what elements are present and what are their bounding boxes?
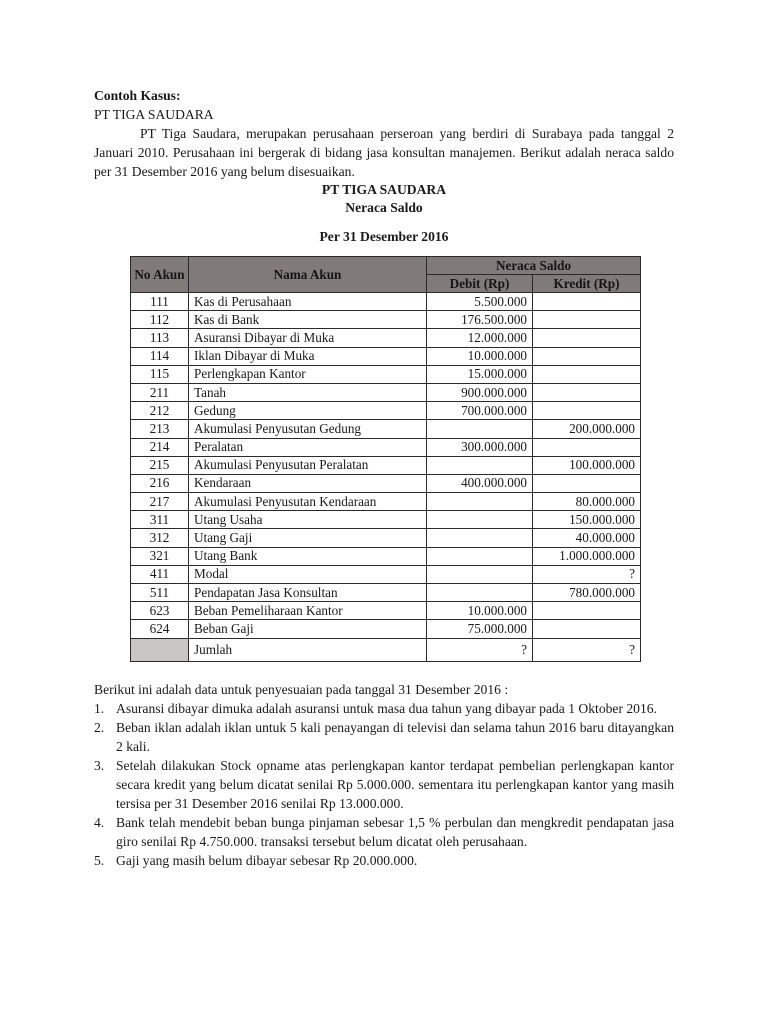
account-name: Akumulasi Penyusutan Kendaraan (189, 493, 427, 511)
account-number: 212 (131, 402, 189, 420)
credit-cell: 100.000.000 (533, 456, 641, 474)
credit-cell: 1.000.000.000 (533, 547, 641, 565)
account-name: Akumulasi Penyusutan Gedung (189, 420, 427, 438)
header-nama-akun: Nama Akun (189, 257, 427, 293)
account-number: 215 (131, 456, 189, 474)
debit-cell: 10.000.000 (427, 347, 533, 365)
table-row (131, 584, 641, 602)
credit-cell: 80.000.000 (533, 493, 641, 511)
adjustment-item (94, 851, 674, 870)
account-number: 111 (131, 293, 189, 311)
table-row (131, 547, 641, 565)
account-name: Beban Gaji (189, 620, 427, 638)
report-title: Neraca Saldo (345, 200, 423, 215)
adjustment-item (94, 813, 674, 851)
account-name: Utang Bank (189, 547, 427, 565)
adjustment-number: 1. (94, 701, 105, 716)
account-number: 311 (131, 511, 189, 529)
adjustment-text: Asuransi dibayar dimuka adalah asuransi untuk masa dua tahun yang dibayar pada 1 Oktober 2016. (116, 701, 657, 716)
debit-cell (427, 511, 533, 529)
account-number: 214 (131, 438, 189, 456)
table-row (131, 311, 641, 329)
company-line: PT TIGA SAUDARA (94, 107, 214, 122)
table-row (131, 402, 641, 420)
credit-cell: 150.000.000 (533, 511, 641, 529)
account-number: 114 (131, 347, 189, 365)
account-name: Kas di Perusahaan (189, 293, 427, 311)
header-kredit: Kredit (Rp) (533, 275, 641, 293)
total-blank-cell (131, 638, 189, 661)
credit-cell: ? (533, 565, 641, 583)
debit-cell: 15.000.000 (427, 365, 533, 383)
adjustment-text: Setelah dilakukan Stock opname atas perlengkapan kantor terdapat pembelian perlengkapan kantor secara kredit yang belum dicatat senilai Rp 5.000.000. sementara itu perlengkapan kantor yang masih tersisa per 31 Desember 2016 senilai Rp 13.000.000. (116, 758, 674, 811)
account-name: Pendapatan Jasa Konsultan (189, 584, 427, 602)
table-row (131, 365, 641, 383)
credit-cell: 40.000.000 (533, 529, 641, 547)
account-number: 312 (131, 529, 189, 547)
table-row (131, 565, 641, 583)
adjustment-number: 2. (94, 720, 105, 735)
account-name: Kas di Bank (189, 311, 427, 329)
account-name: Utang Usaha (189, 511, 427, 529)
adjustment-number: 4. (94, 815, 105, 830)
credit-cell (533, 602, 641, 620)
debit-cell: 75.000.000 (427, 620, 533, 638)
table-row (131, 529, 641, 547)
trial-balance-table (130, 256, 641, 662)
table-row (131, 347, 641, 365)
debit-cell (427, 547, 533, 565)
account-name: Beban Pemeliharaan Kantor (189, 602, 427, 620)
adjustment-item (94, 699, 674, 718)
adjustments-list (94, 699, 674, 870)
account-number: 511 (131, 584, 189, 602)
account-name: Kendaraan (189, 474, 427, 492)
account-number: 113 (131, 329, 189, 347)
debit-cell (427, 529, 533, 547)
credit-cell (533, 365, 641, 383)
table-row (131, 420, 641, 438)
debit-cell (427, 456, 533, 474)
account-name: Modal (189, 565, 427, 583)
credit-cell (533, 438, 641, 456)
account-name: Utang Gaji (189, 529, 427, 547)
account-number: 213 (131, 420, 189, 438)
debit-cell: 700.000.000 (427, 402, 533, 420)
debit-cell: 900.000.000 (427, 383, 533, 401)
credit-cell (533, 383, 641, 401)
account-number: 217 (131, 493, 189, 511)
credit-cell (533, 293, 641, 311)
account-name: Perlengkapan Kantor (189, 365, 427, 383)
table-row (131, 602, 641, 620)
table-body (131, 293, 641, 662)
table-row (131, 383, 641, 401)
account-name: Iklan Dibayar di Muka (189, 347, 427, 365)
table-row (131, 511, 641, 529)
account-number: 115 (131, 365, 189, 383)
debit-cell (427, 565, 533, 583)
table-row (131, 293, 641, 311)
total-row (131, 638, 641, 661)
debit-cell: 5.500.000 (427, 293, 533, 311)
debit-cell: 176.500.000 (427, 311, 533, 329)
account-name: Gedung (189, 402, 427, 420)
credit-cell (533, 402, 641, 420)
adjustments-section (94, 680, 674, 870)
table-row (131, 493, 641, 511)
adjustment-text: Gaji yang masih belum dibayar sebesar Rp 20.000.000. (116, 853, 418, 868)
debit-cell: 300.000.000 (427, 438, 533, 456)
total-debit: ? (427, 638, 533, 661)
total-label: Jumlah (189, 638, 427, 661)
adjustment-number: 3. (94, 758, 105, 773)
debit-cell: 10.000.000 (427, 602, 533, 620)
account-number: 411 (131, 565, 189, 583)
debit-cell (427, 584, 533, 602)
total-credit: ? (533, 638, 641, 661)
debit-cell (427, 420, 533, 438)
credit-cell (533, 311, 641, 329)
table-row (131, 620, 641, 638)
account-number: 624 (131, 620, 189, 638)
document-page (94, 86, 674, 868)
debit-cell: 12.000.000 (427, 329, 533, 347)
account-number: 112 (131, 311, 189, 329)
account-number: 211 (131, 383, 189, 401)
credit-cell (533, 620, 641, 638)
report-period: Per 31 Desember 2016 (319, 229, 449, 244)
account-number: 623 (131, 602, 189, 620)
adjustment-item (94, 756, 674, 813)
adjustment-text: Bank telah mendebit beban bunga pinjaman sebesar 1,5 % perbulan dan mengkredit pendapatan jasa giro senilai Rp 4.750.000. transaksi tersebut belum dicatat oleh perusahaan. (116, 815, 674, 849)
credit-cell (533, 347, 641, 365)
adjustment-item (94, 718, 674, 756)
credit-cell (533, 329, 641, 347)
credit-cell: 780.000.000 (533, 584, 641, 602)
credit-cell: 200.000.000 (533, 420, 641, 438)
account-name: Akumulasi Penyusutan Peralatan (189, 456, 427, 474)
header-no-akun: No Akun (131, 257, 189, 293)
table-row (131, 329, 641, 347)
credit-cell (533, 474, 641, 492)
adjustment-number: 5. (94, 853, 105, 868)
account-number: 321 (131, 547, 189, 565)
table-row (131, 474, 641, 492)
account-number: 216 (131, 474, 189, 492)
case-title: Contoh Kasus: (94, 88, 181, 103)
account-name: Tanah (189, 383, 427, 401)
table-row (131, 438, 641, 456)
debit-cell (427, 493, 533, 511)
table-row (131, 456, 641, 474)
header-neraca-saldo: Neraca Saldo (427, 257, 641, 275)
report-company: PT TIGA SAUDARA (321, 182, 447, 197)
account-name: Asuransi Dibayar di Muka (189, 329, 427, 347)
intro-paragraph: PT Tiga Saudara, merupakan perusahaan perseroan yang berdiri di Surabaya pada tanggal 2 Januari 2010. Perusahaan ini bergerak di bidang jasa konsultan manajemen. Berikut adalah neraca saldo per 31 Desember 2016 yang belum disesuaikan. (94, 126, 674, 179)
debit-cell: 400.000.000 (427, 474, 533, 492)
account-name: Peralatan (189, 438, 427, 456)
header-debit: Debit (Rp) (427, 275, 533, 293)
adjustments-lead: Berikut ini adalah data untuk penyesuaian pada tanggal 31 Desember 2016 : (94, 682, 509, 697)
adjustment-text: Beban iklan adalah iklan untuk 5 kali penayangan di televisi dan selama tahun 2016 baru ditayangkan 2 kali. (116, 720, 674, 754)
